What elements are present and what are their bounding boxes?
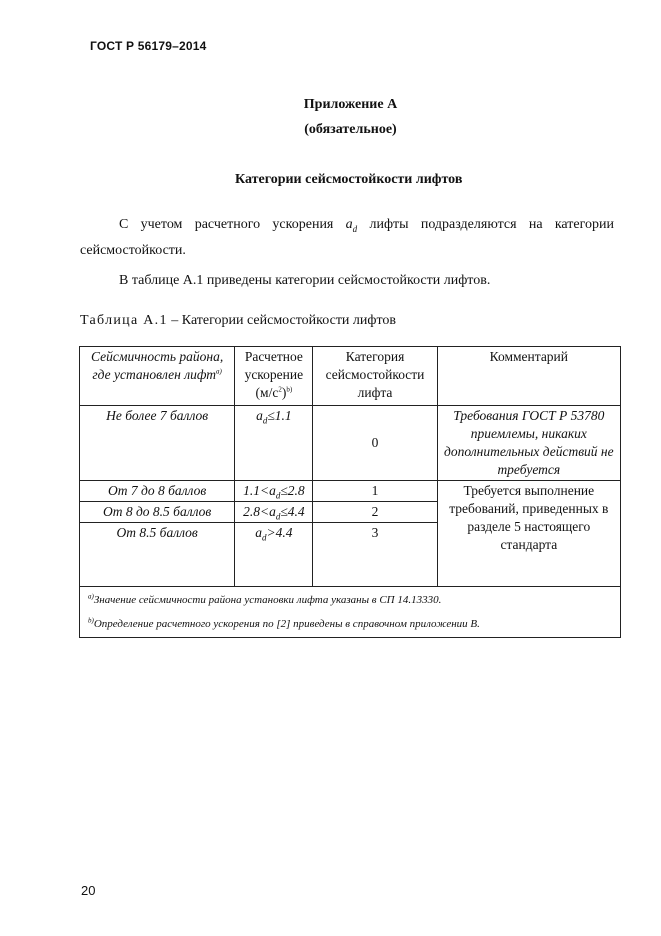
row-seismicity: Не более 7 баллов: [80, 406, 235, 481]
accel-symbol: a: [345, 217, 353, 232]
row-acceleration: $2.8<a_d\le 4.4$: [235, 502, 313, 523]
appendix-status: (обязательное): [304, 122, 397, 137]
page-number: 20: [81, 883, 96, 898]
section-title: Категории сейсмостойкости лифтов: [235, 172, 463, 187]
table-header-row: [80, 347, 621, 406]
footnote: $^{b)}$Определение расчетного ускорения по [2] приведены в справочном приложении В.: [88, 616, 480, 630]
table-caption-text: – Категории сейсмостойкости лифтов: [167, 313, 397, 328]
appendix-title: Приложение А: [303, 97, 398, 112]
paragraph-1: [80, 212, 614, 264]
row-seismicity: От 7 до 8 баллов: [80, 481, 235, 502]
table-footnotes: [80, 587, 621, 638]
paragraph-2: В таблице А.1 приведены категории сейсмостойкости лифтов.: [119, 273, 491, 288]
seismic-categories-table: [79, 346, 621, 638]
shared-comment: Требуется выполнение требований, приведенных в разделе 5 настоящего стандарта: [437, 481, 620, 587]
row-category: 0: [313, 406, 437, 481]
table-row: [80, 481, 621, 502]
header-acceleration: Расчетное ускорение $(м/с^2)^{b)}$: [235, 347, 313, 406]
row-seismicity: От 8 до 8.5 баллов: [80, 502, 235, 523]
row-acceleration: $a_d>4.4$: [235, 523, 313, 587]
row-comment: Требования ГОСТ Р 53780 приемлемы, никаких дополнительных действий не требуется: [437, 406, 620, 481]
table-footnotes-row: [80, 587, 621, 638]
accel-subscript: d: [352, 223, 358, 234]
footnote: $^{а)}$Значение сейсмичности района установки лифта указаны в СП 14.13330.: [88, 592, 442, 606]
row-category: 3: [313, 523, 437, 587]
table-caption-label: Таблица А.1: [80, 313, 168, 328]
document-header: ГОСТ Р 56179–2014: [90, 39, 207, 53]
header-category: Категория сейсмостойкости лифта: [313, 347, 437, 406]
table-row: [80, 406, 621, 481]
paragraph-1-end: лифты подразделяются на категории сейсмостойкости.: [80, 217, 614, 258]
row-category: 2: [313, 502, 437, 523]
row-seismicity: От 8.5 баллов: [80, 523, 235, 587]
row-category: 1: [313, 481, 437, 502]
row-acceleration: $1.1<a_d\le 2.8$: [235, 481, 313, 502]
header-comment: Комментарий: [437, 347, 620, 406]
row-acceleration: $a_d\le 1.1$: [235, 406, 313, 481]
table-caption: [80, 313, 396, 329]
paragraph-1-start: С учетом расчетного ускорения: [119, 217, 346, 232]
header-seismicity: Сейсмичность района, где установлен лифт$^{а)}$: [80, 347, 235, 406]
